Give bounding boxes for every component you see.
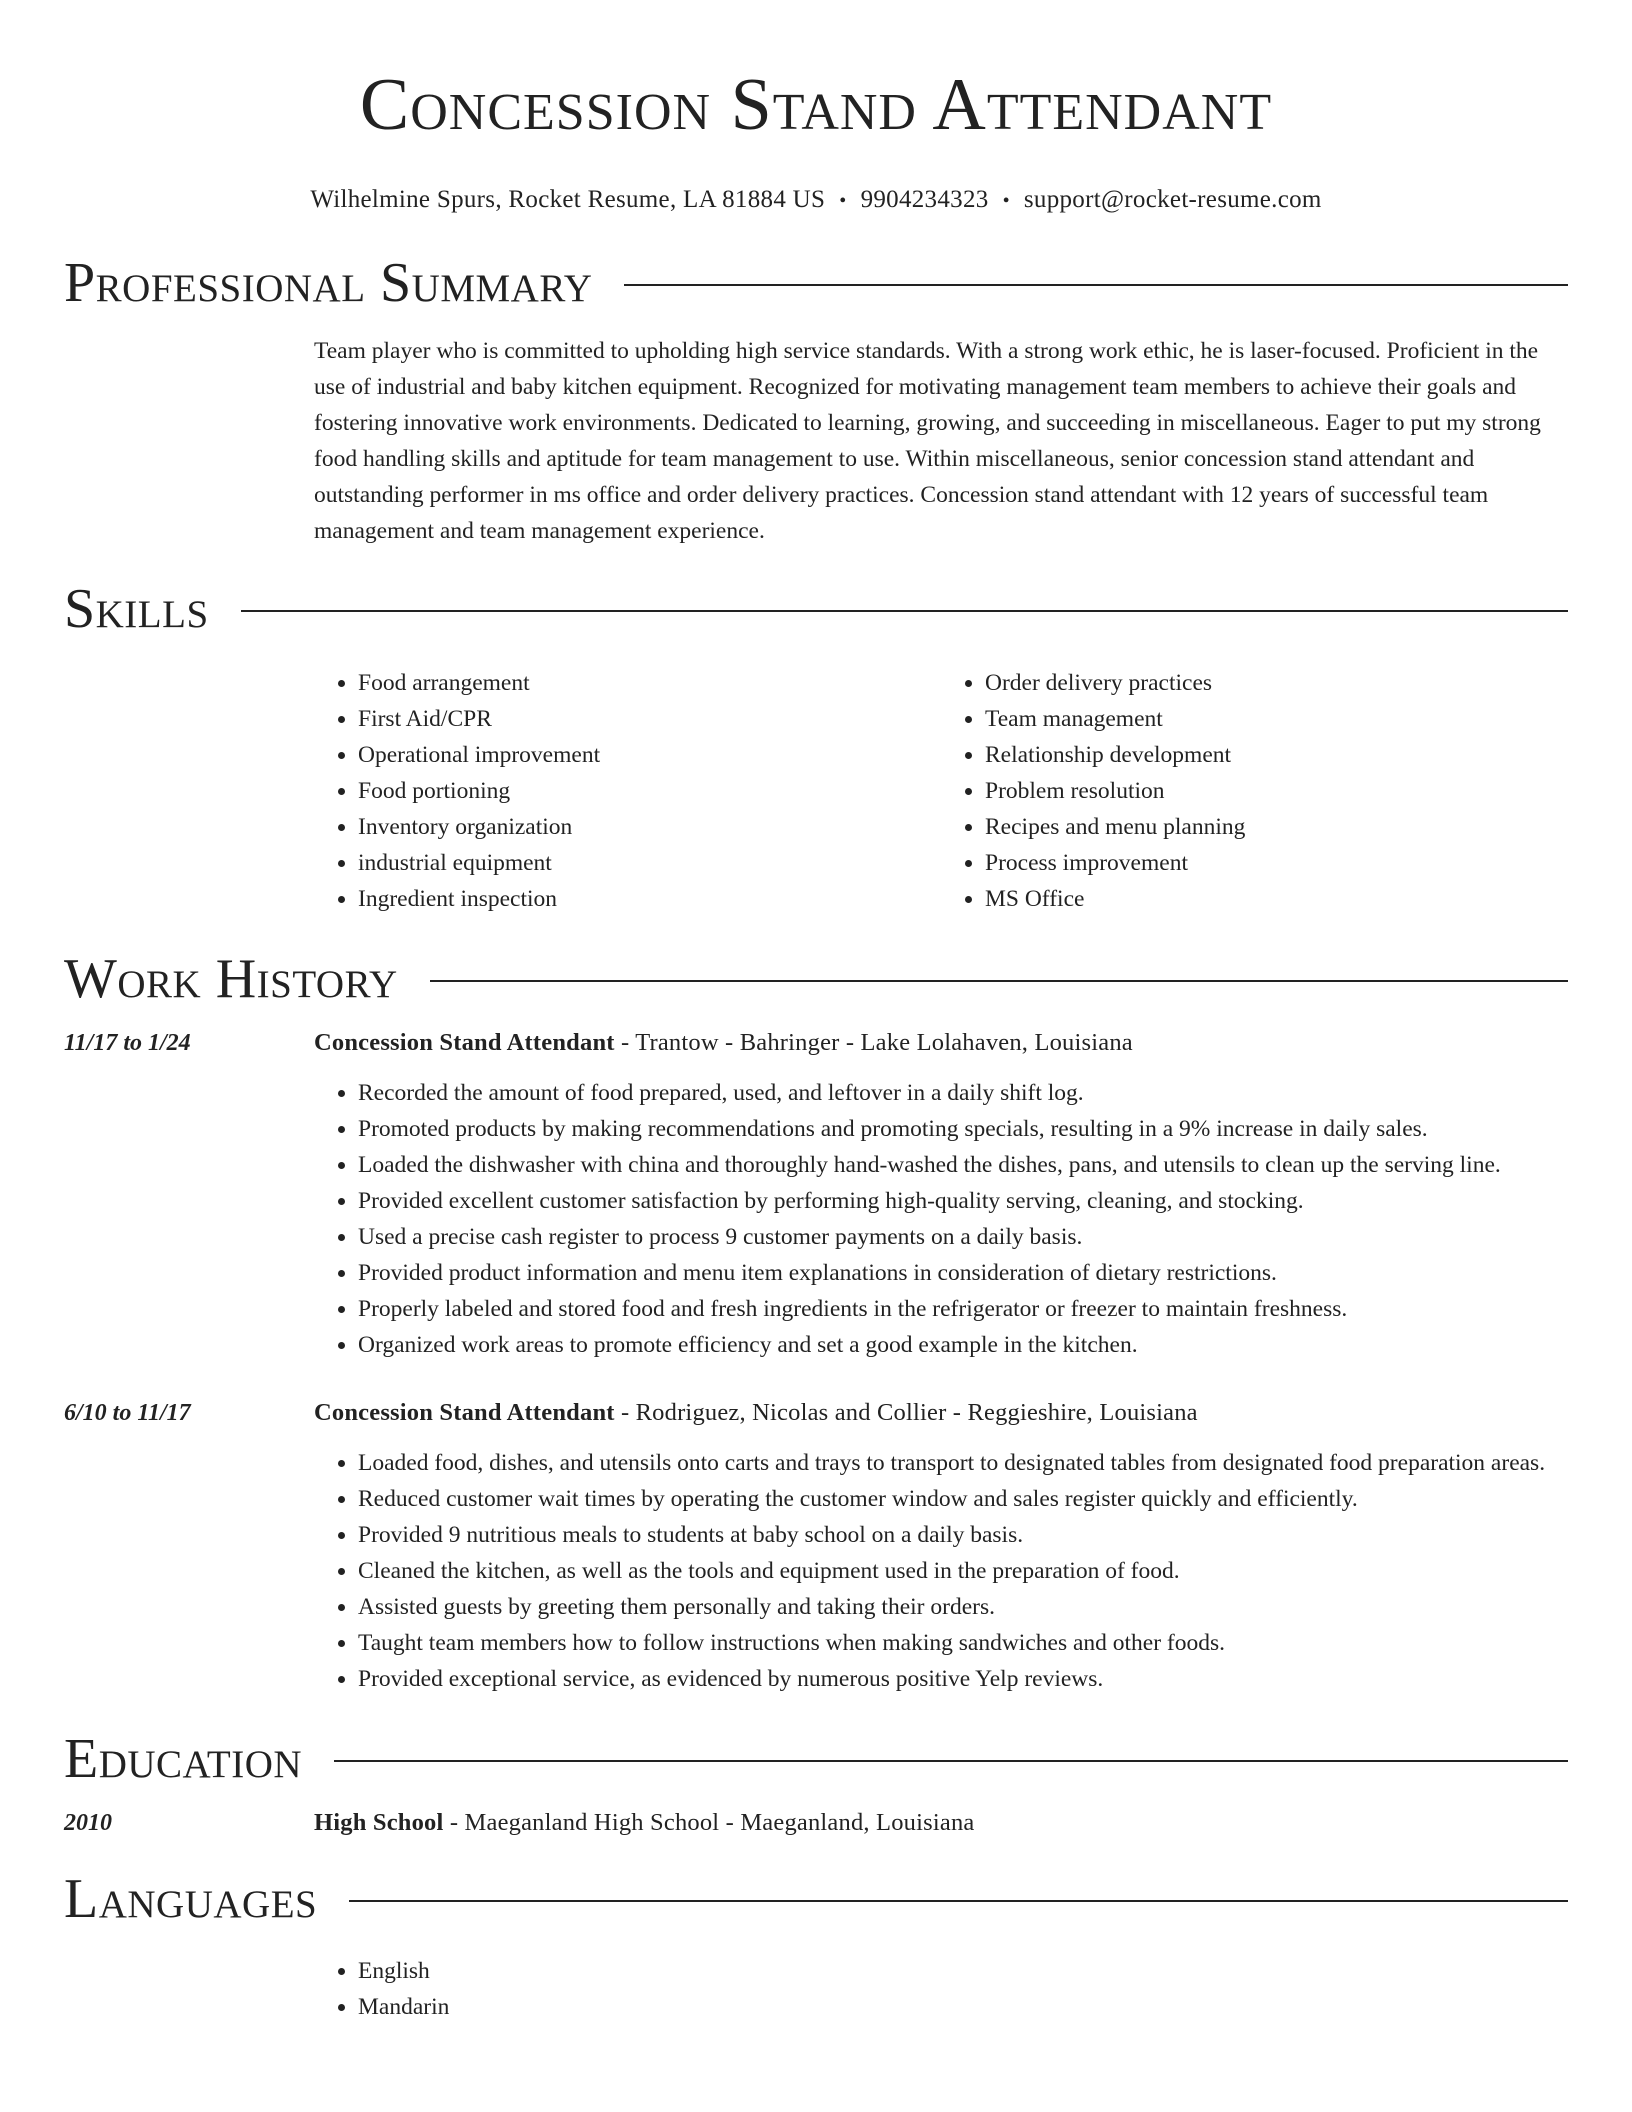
contact-email: support@rocket-resume.com xyxy=(1023,186,1322,213)
job-bullet: • Cleaned the kitchen, as well as the tools and equipment used in the preparation of food. xyxy=(358,1553,1568,1589)
skills-column-right xyxy=(941,665,1568,917)
job-title-line xyxy=(314,1025,1568,1061)
summary-section-header xyxy=(64,251,1568,315)
job-title: Concession Stand Attendant xyxy=(314,1399,615,1426)
skill-item: • Ingredient inspection xyxy=(358,881,941,917)
section-divider xyxy=(430,980,1568,982)
job-bullets xyxy=(314,1075,1568,1363)
job-bullet: • Provided exceptional service, as evidenced by numerous positive Yelp reviews. xyxy=(358,1661,1568,1697)
skills-column-left xyxy=(314,665,941,917)
job-bullet: • Recorded the amount of food prepared, used, and leftover in a daily shift log. xyxy=(358,1075,1568,1111)
job-detail xyxy=(314,1395,1568,1697)
languages-bullets xyxy=(314,1953,1568,2025)
section-divider xyxy=(334,1760,1568,1762)
job-bullets xyxy=(314,1445,1568,1697)
skill-item: • Operational improvement xyxy=(358,737,941,773)
job-bullet: • Provided 9 nutritious meals to students at baby school on a daily basis. xyxy=(358,1517,1568,1553)
job-company: - Rodriguez, Nicolas and Collier - Reggieshire, Louisiana xyxy=(614,1399,1198,1426)
work-heading: Work History xyxy=(64,948,398,1010)
job-title-line xyxy=(314,1395,1568,1431)
education-detail xyxy=(314,1805,1568,1841)
job-company: - Trantow - Bahringer - Lake Lolahaven, Louisiana xyxy=(614,1029,1133,1056)
education-title-line xyxy=(314,1805,1568,1841)
contact-separator: • xyxy=(839,190,847,212)
skill-item: • Process improvement xyxy=(985,845,1568,881)
skills-section-header xyxy=(64,577,1568,641)
education-entry xyxy=(64,1805,1568,1841)
job-bullet: • Properly labeled and stored food and fresh ingredients in the refrigerator or freezer to maintain freshness. xyxy=(358,1291,1568,1327)
skill-item: • Food portioning xyxy=(358,773,941,809)
job-bullet: • Loaded the dishwasher with china and thoroughly hand-washed the dishes, pans, and utensils to clean up the serving line. xyxy=(358,1147,1568,1183)
job-bullet: • Organized work areas to promote efficiency and set a good example in the kitchen. xyxy=(358,1327,1568,1363)
skill-item: • MS Office xyxy=(985,881,1568,917)
language-item: • Mandarin xyxy=(358,1989,1568,2025)
skills-heading: Skills xyxy=(64,578,209,640)
candidate-title: Concession Stand Attendant xyxy=(359,64,1273,146)
contact-phone: 9904234323 xyxy=(860,186,989,213)
job-detail xyxy=(314,1025,1568,1363)
job-bullet: • Assisted guests by greeting them personally and taking their orders. xyxy=(358,1589,1568,1625)
education-school: - Maeganland High School - Maeganland, Louisiana xyxy=(443,1809,975,1836)
education-section-header xyxy=(64,1727,1568,1791)
job-bullet: • Used a precise cash register to process 9 customer payments on a daily basis. xyxy=(358,1219,1568,1255)
skill-item: • Relationship development xyxy=(985,737,1568,773)
contact-address: Wilhelmine Spurs, Rocket Resume, LA 81884 US xyxy=(310,186,826,213)
summary-heading: Professional Summary xyxy=(64,252,593,314)
language-item: • English xyxy=(358,1953,1568,1989)
section-divider xyxy=(241,610,1568,612)
job-bullet: • Promoted products by making recommendations and promoting specials, resulting in a 9% increase in daily sales. xyxy=(358,1111,1568,1147)
languages-section-header xyxy=(64,1867,1568,1931)
job-bullet: • Provided excellent customer satisfaction by performing high-quality serving, cleaning, and stocking. xyxy=(358,1183,1568,1219)
job-entry xyxy=(64,1025,1568,1363)
contact-separator: • xyxy=(1002,190,1010,212)
skills-list xyxy=(314,665,1568,917)
job-dates: 11/17 to 1/24 xyxy=(64,1030,191,1056)
summary-text: Team player who is committed to upholding high service standards. With a strong work ethic, he is laser-focused. Proficient in the use of industrial and baby kitchen equipment. Recognized for motivating management team members to achieve their goals and fostering innovative work environments. Dedicated to learning, growing, and succeeding in miscellaneous. Eager to put my strong food handling skills and aptitude for team management to use. Within miscellaneous, senior concession stand attendant and outstanding performer in ms office and order delivery practices. Concession stand attendant with 12 years of successful team management and team management experience. xyxy=(314,338,1541,544)
job-bullet: • Taught team members how to follow instructions when making sandwiches and other foods. xyxy=(358,1625,1568,1661)
section-divider xyxy=(624,284,1568,286)
work-section-header xyxy=(64,947,1568,1011)
education-degree: High School xyxy=(314,1809,444,1836)
skill-item: • Recipes and menu planning xyxy=(985,809,1568,845)
education-year: 2010 xyxy=(64,1810,112,1836)
skill-item: • industrial equipment xyxy=(358,845,941,881)
job-bullet: • Provided product information and menu item explanations in consideration of dietary restrictions. xyxy=(358,1255,1568,1291)
skill-item: • First Aid/CPR xyxy=(358,701,941,737)
job-dates: 6/10 to 11/17 xyxy=(64,1400,191,1426)
section-divider xyxy=(349,1900,1568,1902)
skill-item: • Problem resolution xyxy=(985,773,1568,809)
job-bullet: • Loaded food, dishes, and utensils onto carts and trays to transport to designated tables from designated food preparation areas. xyxy=(358,1445,1568,1481)
contact-line xyxy=(64,184,1568,217)
languages-heading: Languages xyxy=(64,1868,318,1930)
skill-item: • Food arrangement xyxy=(358,665,941,701)
skill-item: • Order delivery practices xyxy=(985,665,1568,701)
job-bullet: • Reduced customer wait times by operating the customer window and sales register quickly and efficiently. xyxy=(358,1481,1568,1517)
languages-list xyxy=(314,1953,1568,2025)
job-title: Concession Stand Attendant xyxy=(314,1029,615,1056)
job-entry xyxy=(64,1395,1568,1697)
skill-item: • Inventory organization xyxy=(358,809,941,845)
skill-item: • Team management xyxy=(985,701,1568,737)
education-heading: Education xyxy=(64,1728,303,1790)
